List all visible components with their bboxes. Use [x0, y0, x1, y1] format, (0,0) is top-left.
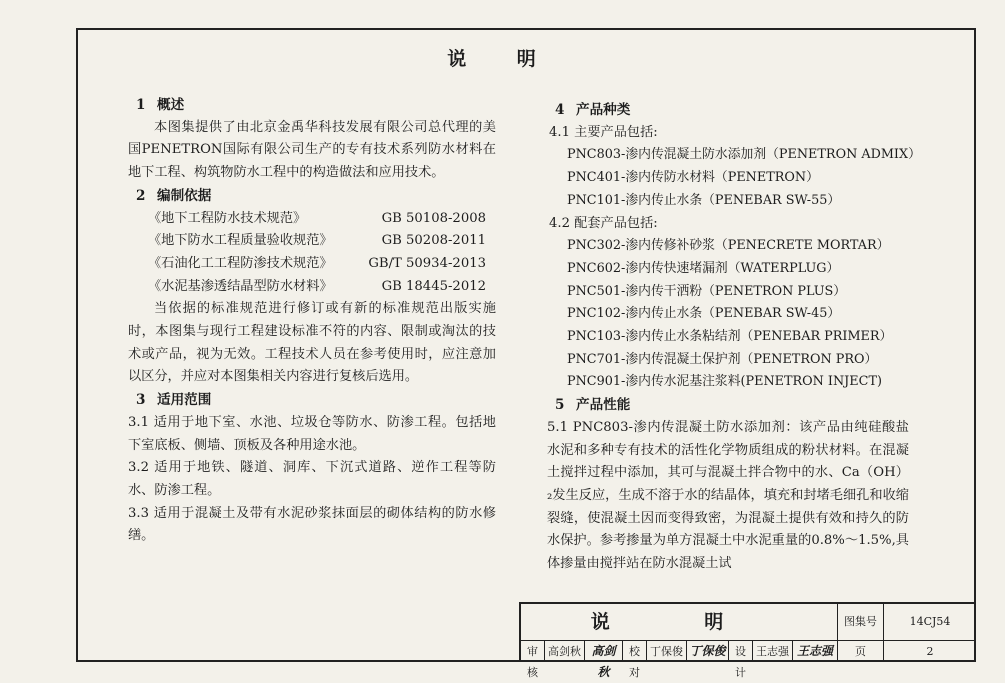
product-item: PNC101-渗内传止水条（PENEBAR SW-55）	[567, 192, 841, 208]
product-item: PNC401-渗内传防水材料（PENETRON）	[567, 170, 819, 186]
section-4-1-label: 4.1 主要产品包括:	[549, 124, 658, 140]
right-column	[547, 99, 921, 576]
product-item: PNC602-渗内传快速堵漏剂（WATERPLUG）	[567, 260, 840, 276]
signature-cells	[521, 641, 838, 679]
section-2-heading: 2 编制依据	[136, 187, 212, 204]
atlas-number: 14CJ54	[909, 615, 951, 628]
checker-signature: 丁保俊	[687, 641, 729, 662]
atlas-number-label: 图集号	[838, 604, 884, 640]
title-block-row-bottom	[521, 641, 974, 679]
section-4-heading: 4 产品种类	[555, 102, 631, 118]
standard-row: 《地下防水工程质量验收规范》 GB 50208-2011	[148, 233, 486, 249]
section-2-text: 当依据的标准规范进行修订或有新的标准规范出版实施时，本图集与现行工程建设标准不符的内容、限制或淘汰的技术或产品，视为无效。工程技术人员在参考使用时，应注意加以区分，并应对本图集相关内容进行复核后选用。	[128, 301, 496, 385]
product-item: PNC103-渗内传止水条粘结剂（PENEBAR PRIMER）	[567, 329, 893, 345]
product-item: PNC302-渗内传修补砂浆（PENECRETE MORTAR）	[567, 238, 890, 254]
section-3-item: 3.3 适用于混凝土及带有水泥砂浆抹面层的砌体结构的防水修缮。	[128, 505, 496, 544]
section-1-heading: 1 概述	[136, 97, 185, 113]
page-number: 2	[926, 645, 934, 658]
designer-name: 王志强	[753, 641, 793, 662]
reviewer-signature: 高剑秋	[585, 641, 623, 662]
check-label: 校对	[623, 641, 647, 662]
standard-row: 《石油化工工程防渗技术规范》 GB/T 50934-2013	[148, 255, 486, 271]
left-column	[128, 94, 496, 548]
standard-row: 《地下工程防水技术规范》 GB 50108-2008	[148, 210, 486, 226]
page-label: 页	[838, 641, 884, 662]
title-block	[519, 602, 974, 679]
standard-row: 《水泥基渗透结晶型防水材料》 GB 18445-2012	[148, 278, 486, 294]
section-5-heading: 5 产品性能	[555, 397, 631, 414]
product-item: PNC102-渗内传止水条（PENEBAR SW-45）	[567, 306, 841, 322]
section-3-item: 3.2 适用于地铁、隧道、洞库、下沉式道路、逆作工程等防水、防渗工程。	[128, 460, 496, 498]
page-title: 说 明	[447, 48, 558, 70]
section-1-text: 本图集提供了由北京金禹华科技发展有限公司总代理的美国PENETRON国际有限公司生产的专有技术系列防水材料在地下工程、构筑物防水工程中的构造做法和应用技术。	[128, 119, 496, 181]
title-block-title: 说 明	[521, 604, 838, 640]
section-4-2-label: 4.2 配套产品包括:	[549, 215, 658, 231]
product-item: PNC901-渗内传水泥基注浆料(PENETRON INJECT)	[567, 374, 882, 390]
checker-name: 丁保俊	[647, 641, 687, 662]
product-item: PNC701-渗内传混凝土保护剂（PENETRON PRO）	[567, 351, 878, 367]
section-3-item: 3.1 适用于地下室、水池、垃圾仓等防水、防渗工程。包括地下室底板、侧墙、顶板及各种用途水池。	[128, 414, 496, 453]
review-label: 审核	[521, 641, 545, 662]
reviewer-name: 高剑秋	[545, 641, 585, 662]
product-item: PNC803-渗内传混凝土防水添加剂（PENETRON ADMIX）	[567, 147, 921, 163]
design-label: 设计	[729, 641, 753, 662]
title-block-row-top	[521, 604, 974, 641]
section-5-text: 5.1 PNC803-渗内传混凝土防水添加剂：该产品由纯硅酸盐水泥和多种专有技术的活性化学物质组成的粉状材料。在混凝土搅拌过程中添加，其可与混凝土拌合物中的水、Ca（OH）₂发生反应，生成不溶于水的结晶体，填充和封堵毛细孔和收缩裂缝，使混凝土因而变得致密，为混凝土提供有效和持久的防水保护。参考掺量为单方混凝土中水泥重量的0.8%～1.5%,具体掺量由搅拌站在防水混凝土试	[547, 419, 909, 572]
section-3-heading: 3 适用范围	[136, 392, 212, 409]
product-item: PNC501-渗内传干洒粉（PENETRON PLUS）	[567, 283, 847, 299]
designer-signature: 王志强	[793, 641, 838, 662]
